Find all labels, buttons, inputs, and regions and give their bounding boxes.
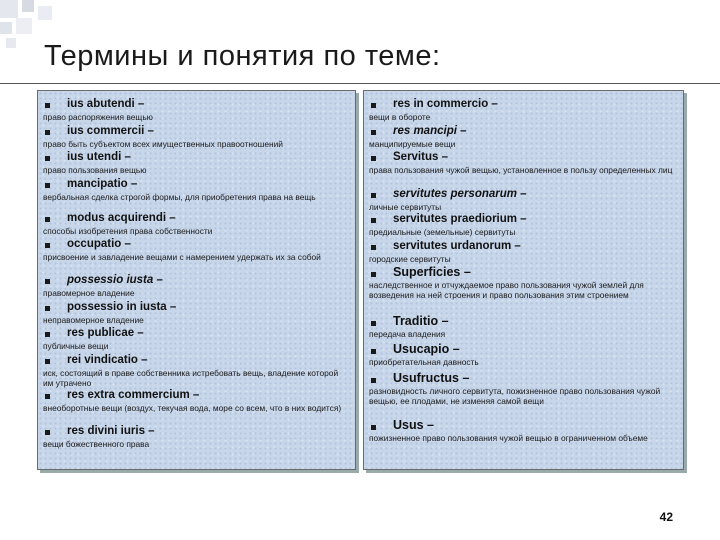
term-entry bbox=[364, 150, 683, 175]
term-label: ius abutendi – bbox=[67, 98, 145, 110]
bullet-icon bbox=[371, 349, 376, 354]
term-description: внеоборотные вещи (воздух, текучая вода, море со всем, что в них водится) bbox=[43, 403, 342, 413]
term-description: способы изобретения права собственности bbox=[43, 226, 213, 236]
term-label: Servitus – bbox=[393, 151, 448, 163]
term-label: Usufructus – bbox=[393, 371, 470, 385]
decor-square bbox=[0, 22, 12, 34]
term-description: манципируемые вещи bbox=[369, 139, 456, 149]
term-entry bbox=[38, 177, 355, 202]
term-entry bbox=[38, 388, 355, 413]
term-entry bbox=[364, 314, 683, 339]
term-label: Superficies – bbox=[393, 265, 471, 279]
term-entry bbox=[38, 124, 355, 149]
term-description: вещи в обороте bbox=[369, 112, 431, 122]
decor-square bbox=[38, 6, 52, 20]
term-description: права пользования чужой вещью, установленное в пользу определенных лиц bbox=[369, 165, 673, 175]
bullet-icon bbox=[45, 103, 50, 108]
bullet-icon bbox=[371, 425, 376, 430]
term-label: servitutes praediorium – bbox=[393, 213, 527, 225]
title-divider bbox=[0, 83, 720, 84]
term-entry bbox=[364, 239, 683, 264]
term-entry bbox=[364, 265, 683, 300]
bullet-icon bbox=[45, 394, 50, 399]
term-label: ius utendi – bbox=[67, 151, 131, 163]
term-entry bbox=[38, 97, 355, 122]
term-description: правомерное владение bbox=[43, 288, 135, 298]
term-entry bbox=[38, 211, 355, 236]
term-entry bbox=[38, 273, 355, 298]
term-entry bbox=[38, 300, 355, 325]
bullet-icon bbox=[371, 378, 376, 383]
bullet-icon bbox=[45, 183, 50, 188]
term-label: servitutes personarum – bbox=[393, 188, 527, 200]
term-label: res publicae – bbox=[67, 327, 144, 339]
bullet-icon bbox=[45, 217, 50, 222]
bullet-icon bbox=[45, 359, 50, 364]
term-label: ius commercii – bbox=[67, 125, 154, 137]
bullet-icon bbox=[371, 272, 376, 277]
bullet-icon bbox=[45, 332, 50, 337]
term-entry bbox=[364, 418, 683, 443]
term-label: possessio iusta – bbox=[67, 274, 163, 286]
term-description: присвоение и завладение вещами с намерением удержать их за собой bbox=[43, 252, 321, 262]
term-description: разновидность личного сервитута, пожизненное право пользования чужой вещью, ее плодами, не изменяя самой вещи bbox=[369, 386, 661, 406]
term-description: вещи божественного права bbox=[43, 439, 150, 449]
term-label: possessio in iusta – bbox=[67, 301, 177, 313]
bullet-icon bbox=[371, 103, 376, 108]
term-label: res divini iuris – bbox=[67, 425, 155, 437]
term-entry bbox=[364, 342, 683, 367]
right-terms-panel bbox=[363, 90, 684, 470]
term-entry bbox=[364, 371, 683, 406]
term-description: приобретательная давность bbox=[369, 357, 479, 367]
bullet-icon bbox=[45, 279, 50, 284]
term-label: occupatio – bbox=[67, 238, 131, 250]
term-entry bbox=[38, 353, 355, 388]
bullet-icon bbox=[45, 156, 50, 161]
bullet-icon bbox=[45, 306, 50, 311]
term-description: предиальные (земельные) сервитуты bbox=[369, 227, 516, 237]
term-description: передача владения bbox=[369, 329, 446, 339]
term-entry bbox=[38, 424, 355, 449]
page-title: Термины и понятия по теме: bbox=[44, 40, 441, 72]
term-label: Usus – bbox=[393, 418, 434, 432]
term-description: городские сервитуты bbox=[369, 254, 451, 264]
term-entry bbox=[364, 187, 683, 212]
term-entry bbox=[364, 97, 683, 122]
term-label: Traditio – bbox=[393, 314, 449, 328]
bullet-icon bbox=[371, 156, 376, 161]
decor-square bbox=[6, 38, 16, 48]
term-description: публичные вещи bbox=[43, 341, 109, 351]
left-terms-panel bbox=[37, 90, 356, 470]
decor-square bbox=[0, 0, 18, 18]
bullet-icon bbox=[371, 321, 376, 326]
term-entry bbox=[38, 326, 355, 351]
term-label: res extra commercium – bbox=[67, 389, 200, 401]
term-entry bbox=[364, 212, 683, 237]
term-description: право распоряжения вещью bbox=[43, 112, 153, 122]
term-description: наследственное и отчуждаемое право пользования чужой землей для возведения на ней строения и право пользования этим строением bbox=[369, 280, 644, 300]
bullet-icon bbox=[45, 243, 50, 248]
page-number: 42 bbox=[659, 510, 673, 524]
decor-square bbox=[16, 18, 32, 34]
term-description: неправомерное владение bbox=[43, 315, 144, 325]
term-entry bbox=[364, 124, 683, 149]
bullet-icon bbox=[45, 430, 50, 435]
bullet-icon bbox=[371, 193, 376, 198]
bullet-icon bbox=[45, 130, 50, 135]
term-description: иск, состоящий в праве собственника истребовать вещь, владение которой им утрачено bbox=[43, 368, 339, 388]
term-label: modus acquirendi – bbox=[67, 212, 176, 224]
term-label: res in commercio – bbox=[393, 98, 498, 110]
bullet-icon bbox=[371, 218, 376, 223]
decor-square bbox=[22, 0, 34, 12]
term-description: вербальная сделка строгой формы, для приобретения права на вещь bbox=[43, 192, 316, 202]
term-entry bbox=[38, 237, 355, 262]
term-label: rei vindicatio – bbox=[67, 354, 148, 366]
term-label: servitutes urdanorum – bbox=[393, 240, 521, 252]
bullet-icon bbox=[371, 130, 376, 135]
term-description: личные сервитуты bbox=[369, 202, 442, 212]
term-description: право пользования вещью bbox=[43, 165, 147, 175]
term-label: Usucapio – bbox=[393, 342, 460, 356]
term-label: res mancipi – bbox=[393, 125, 467, 137]
term-description: право быть субъектом всех имущественных правоотношений bbox=[43, 139, 283, 149]
term-description: пожизненное право пользования чужой вещью в ограниченном объеме bbox=[369, 433, 648, 443]
term-entry bbox=[38, 150, 355, 175]
term-label: mancipatio – bbox=[67, 178, 138, 190]
bullet-icon bbox=[371, 245, 376, 250]
